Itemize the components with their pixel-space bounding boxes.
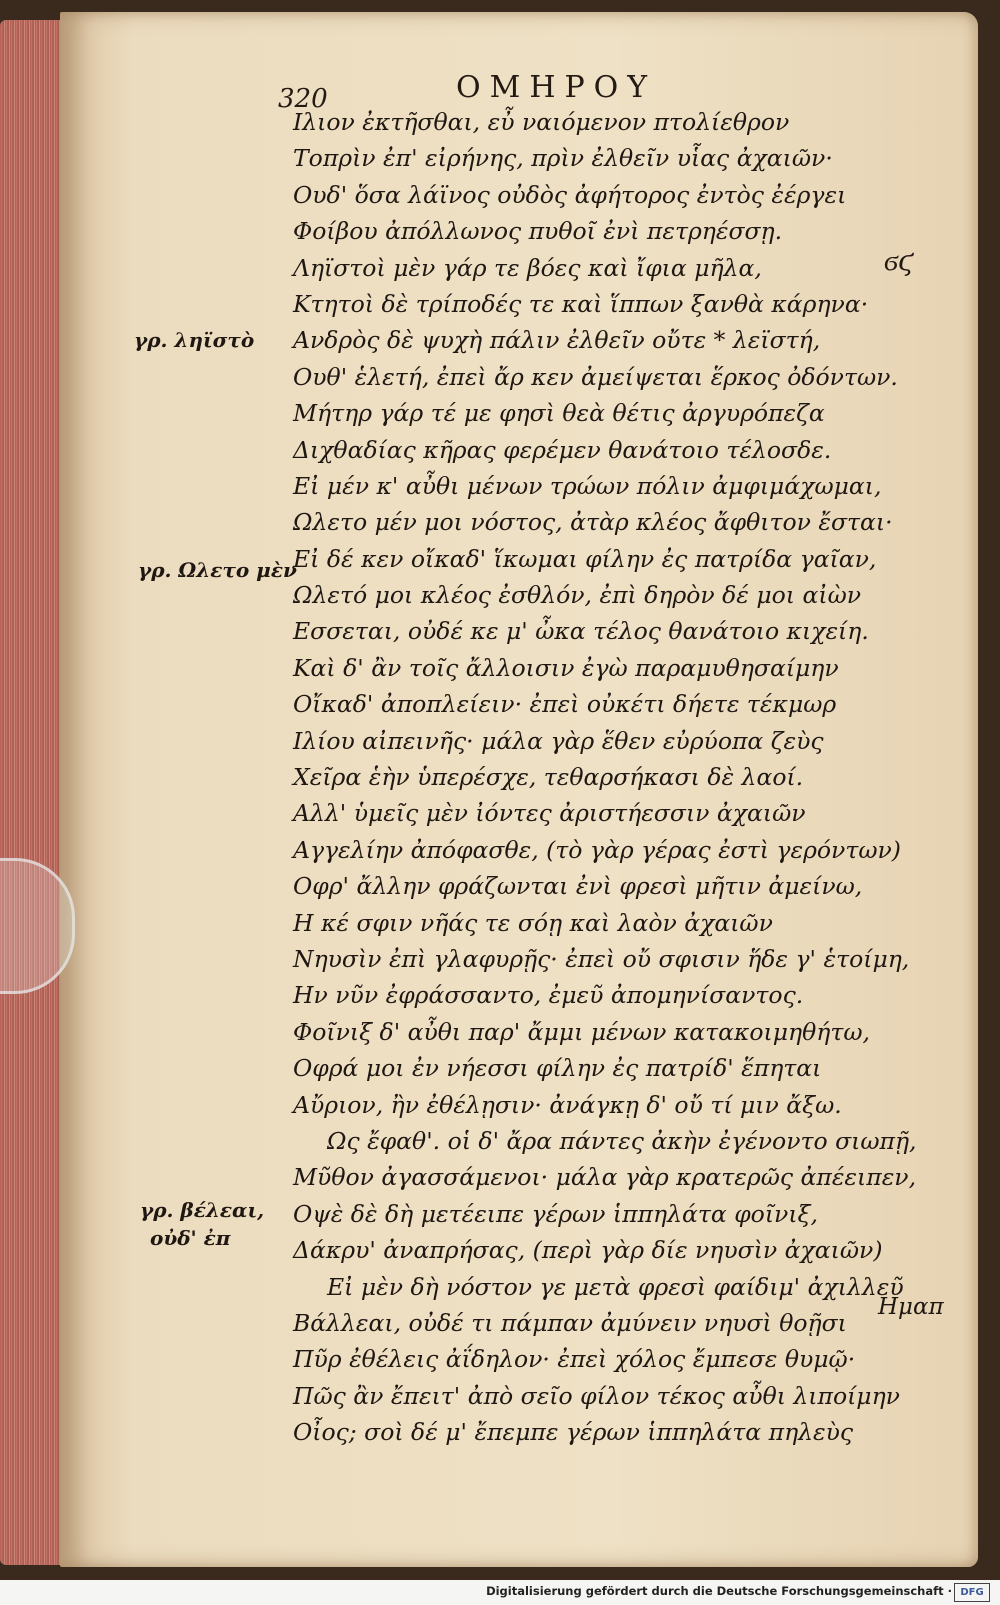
footer-bar: [0, 1580, 1000, 1605]
verse-line: Καὶ δ' ἂν τοῖς ἄλλοισιν ἐγὼ παραμυθησαίμην: [293, 653, 839, 682]
margin-note: γρ. Ωλετο μὲν: [138, 558, 297, 582]
verse-line: Ουθ' ἑλετή, ἐπεὶ ἄρ κεν ἀμείψεται ἕρκος ὀδόντων.: [293, 362, 898, 391]
verse-line: Ως ἔφαθ'. οἱ δ' ἄρα πάντες ἀκὴν ἐγένοντο σιωπῇ,: [327, 1126, 917, 1155]
section-marker: ϭϛ: [884, 244, 914, 277]
page-edges-red: [0, 20, 62, 1565]
verse-line: Εἰ μὲν δὴ νόστον γε μετὰ φρεσὶ φαίδιμ' ἀχιλλεῦ: [327, 1272, 904, 1301]
verse-line: Φοίβου ἀπόλλωνος πυθοῖ ἐνὶ πετρηέσσῃ.: [293, 217, 783, 246]
verse-line: Οἴκαδ' ἀποπλείειν· ἐπεὶ οὐκέτι δήετε τέκμωρ: [293, 690, 837, 719]
verse-line: Πῶς ἂν ἔπειτ' ἀπὸ σεῖο φίλον τέκος αὖθι λιποίμην: [293, 1381, 900, 1410]
funding-credit: Digitalisierung gefördert durch die Deutsche Forschungsgemeinschaft ·: [486, 1584, 952, 1598]
verse-line: Οφρά μοι ἐν νήεσσι φίλην ἐς πατρίδ' ἕπηται: [293, 1054, 822, 1083]
dfg-logo: DFG: [954, 1583, 990, 1602]
verse-line: Μήτηρ γάρ τέ με φησὶ θεὰ θέτις ἀργυρόπεζα: [293, 399, 825, 428]
verse-line: Αγγελίην ἀπόφασθε, (τὸ γὰρ γέρας ἐστὶ γερόντων): [293, 835, 901, 864]
verse-line: Ην νῦν ἐφράσσαντο, ἐμεῦ ἀπομηνίσαντος.: [293, 981, 804, 1010]
verse-line: Χεῖρα ἑὴν ὑπερέσχε, τεθαρσήκασι δὲ λαοί.: [293, 763, 804, 792]
verse-line: Νηυσὶν ἐπὶ γλαφυρῇς· ἐπεὶ οὔ σφισιν ἥδε γ' ἑτοίμη,: [293, 944, 910, 973]
verse-line: Εἰ μέν κ' αὖθι μένων τρώων πόλιν ἀμφιμάχωμαι,: [293, 471, 882, 500]
verse-line: Διχθαδίας κῆρας φερέμεν θανάτοιο τέλοσδε.: [293, 435, 832, 464]
verse-line: Βάλλεαι, οὐδέ τι πάμπαν ἀμύνειν νηυσὶ θοῇσι: [293, 1308, 847, 1337]
verse-line: Δάκρυ' ἀναπρήσας, (περὶ γὰρ δίε νηυσὶν ἀχαιῶν): [293, 1236, 883, 1265]
page-number: 320: [278, 84, 328, 114]
verse-line: Ανδρὸς δὲ ψυχὴ πάλιν ἐλθεῖν οὔτε * λεϊστή,: [293, 326, 821, 355]
verse-line: Κτητοὶ δὲ τρίποδές τε καὶ ἵππων ξανθὰ κάρηνα·: [293, 289, 869, 318]
verse-line: Οφρ' ἄλλην φράζωνται ἐνὶ φρεσὶ μῆτιν ἀμείνω,: [293, 872, 863, 901]
margin-note: γρ. βέλεαι,: [140, 1198, 265, 1222]
verse-line: Φοῖνιξ δ' αὖθι παρ' ἄμμι μένων κατακοιμηθήτω,: [293, 1017, 870, 1046]
verse-line: Ωλετο μέν μοι νόστος, ἀτὰρ κλέος ἄφθιτον ἔσται·: [293, 508, 893, 537]
verse-line: Ωλετό μοι κλέος ἐσθλόν, ἐπὶ δηρὸν δέ μοι αἰὼν: [293, 581, 862, 610]
verse-line: Εἰ δέ κεν οἴκαδ' ἵκωμαι φίλην ἐς πατρίδα γαῖαν,: [293, 544, 877, 573]
catchword: Ημαπ: [878, 1294, 944, 1320]
verse-line: Αλλ' ὑμεῖς μὲν ἰόντες ἀριστήεσσιν ἀχαιῶν: [293, 799, 806, 828]
verse-line: Τοπρὶν ἐπ' εἰρήνης, πρὶν ἐλθεῖν υἷας ἀχαιῶν·: [293, 144, 833, 173]
verse-line: Ιλιον ἐκτῆσθαι, εὖ ναιόμενον πτολίεθρον: [293, 108, 790, 136]
verse-line: Πῦρ ἐθέλεις ἀΐδηλον· ἐπεὶ χόλος ἔμπεσε θυμῷ·: [293, 1345, 856, 1374]
margin-note: γρ. ληϊστὸ: [134, 328, 255, 352]
verse-line: Μῦθον ἀγασσάμενοι· μάλα γὰρ κρατερῶς ἀπέειπεν,: [293, 1163, 917, 1192]
verse-line: Εσσεται, οὐδέ κε μ' ὦκα τέλος θανάτοιο κιχείη.: [293, 617, 869, 646]
running-head: ΟΜΗΡΟΥ: [456, 70, 657, 105]
verse-line: Αὔριον, ἢν ἐθέλῃσιν· ἀνάγκῃ δ' οὔ τί μιν ἄξω.: [293, 1090, 842, 1119]
verse-line: Οἶος; σοὶ δέ μ' ἔπεμπε γέρων ἱππηλάτα πηλεὺς: [293, 1418, 854, 1447]
verse-line: Οψὲ δὲ δὴ μετέειπε γέρων ἱππηλάτα φοῖνιξ,: [293, 1199, 818, 1228]
verse-line: Ιλίου αἰπεινῆς· μάλα γὰρ ἕθεν εὐρύοπα ζεὺς: [293, 726, 824, 755]
verse-line: Ουδ' ὅσα λάϊνος οὐδὸς ἀφήτορος ἐντὸς ἐέργει: [293, 180, 847, 209]
margin-note: οὐδ' ἐπ: [150, 1226, 231, 1250]
verse-line: Ληϊστοὶ μὲν γάρ τε βόες καὶ ἴφια μῆλα,: [293, 253, 762, 282]
verse-line: Η κέ σφιν νῆάς τε σόῃ καὶ λαὸν ἀχαιῶν: [293, 908, 773, 937]
verse-block: [293, 104, 917, 1450]
